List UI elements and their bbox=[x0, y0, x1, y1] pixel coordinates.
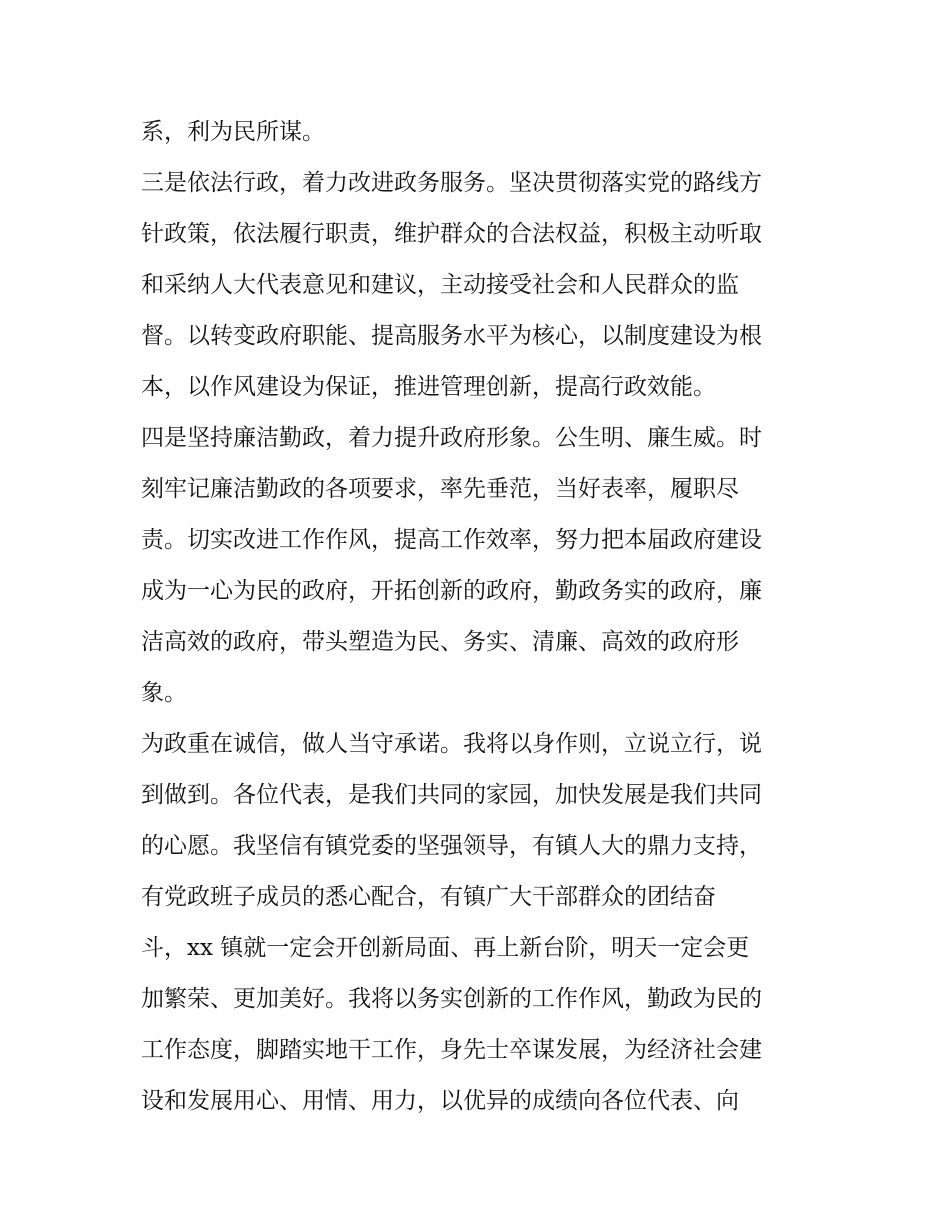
text-line: 成为一心为民的政府，开拓创新的政府，勤政务实的政府，廉 bbox=[141, 578, 762, 604]
text-line: 三是依法行政，着力改进政务服务。坚决贯彻落实党的路线方 bbox=[141, 170, 762, 196]
text-line: 斗，xx 镇就一定会开创新局面、再上新台阶，明天一定会更 bbox=[141, 935, 750, 961]
text-line: 责。切实改进工作作风，提高工作效率，努力把本届政府建设 bbox=[141, 527, 762, 553]
text-line: 有党政班子成员的悉心配合，有镇广大干部群众的团结奋 bbox=[141, 884, 716, 910]
text-line: 到做到。各位代表，是我们共同的家园，加快发展是我们共同 bbox=[141, 782, 762, 808]
text-line: 和采纳人大代表意见和建议，主动接受社会和人民群众的监 bbox=[141, 272, 739, 298]
text-line: 本，以作风建设为保证，推进管理创新，提高行政效能。 bbox=[141, 374, 716, 400]
text-line: 设和发展用心、用情、用力，以优异的成绩向各位代表、向 bbox=[141, 1088, 739, 1114]
text-line: 四是坚持廉洁勤政，着力提升政府形象。公生明、廉生威。时 bbox=[141, 425, 762, 451]
text-line: 系，利为民所谋。 bbox=[141, 119, 325, 145]
text-line: 为政重在诚信，做人当守承诺。我将以身作则，立说立行，说 bbox=[141, 731, 762, 757]
text-line: 洁高效的政府，带头塑造为民、务实、清廉、高效的政府形 bbox=[141, 629, 739, 655]
text-line: 的心愿。我坚信有镇党委的坚强领导，有镇人大的鼎力支持， bbox=[141, 833, 762, 859]
text-line: 加繁荣、更加美好。我将以务实创新的工作作风，勤政为民的 bbox=[141, 986, 762, 1012]
body-text bbox=[141, 107, 821, 1127]
text-line: 督。以转变政府职能、提高服务水平为核心，以制度建设为根 bbox=[141, 323, 762, 349]
text-line: 针政策，依法履行职责，维护群众的合法权益，积极主动听取 bbox=[141, 221, 762, 247]
text-line: 象。 bbox=[141, 680, 187, 706]
text-line: 工作态度，脚踏实地干工作，身先士卒谋发展，为经济社会建 bbox=[141, 1037, 762, 1063]
text-line: 刻牢记廉洁勤政的各项要求，率先垂范，当好表率，履职尽 bbox=[141, 476, 739, 502]
